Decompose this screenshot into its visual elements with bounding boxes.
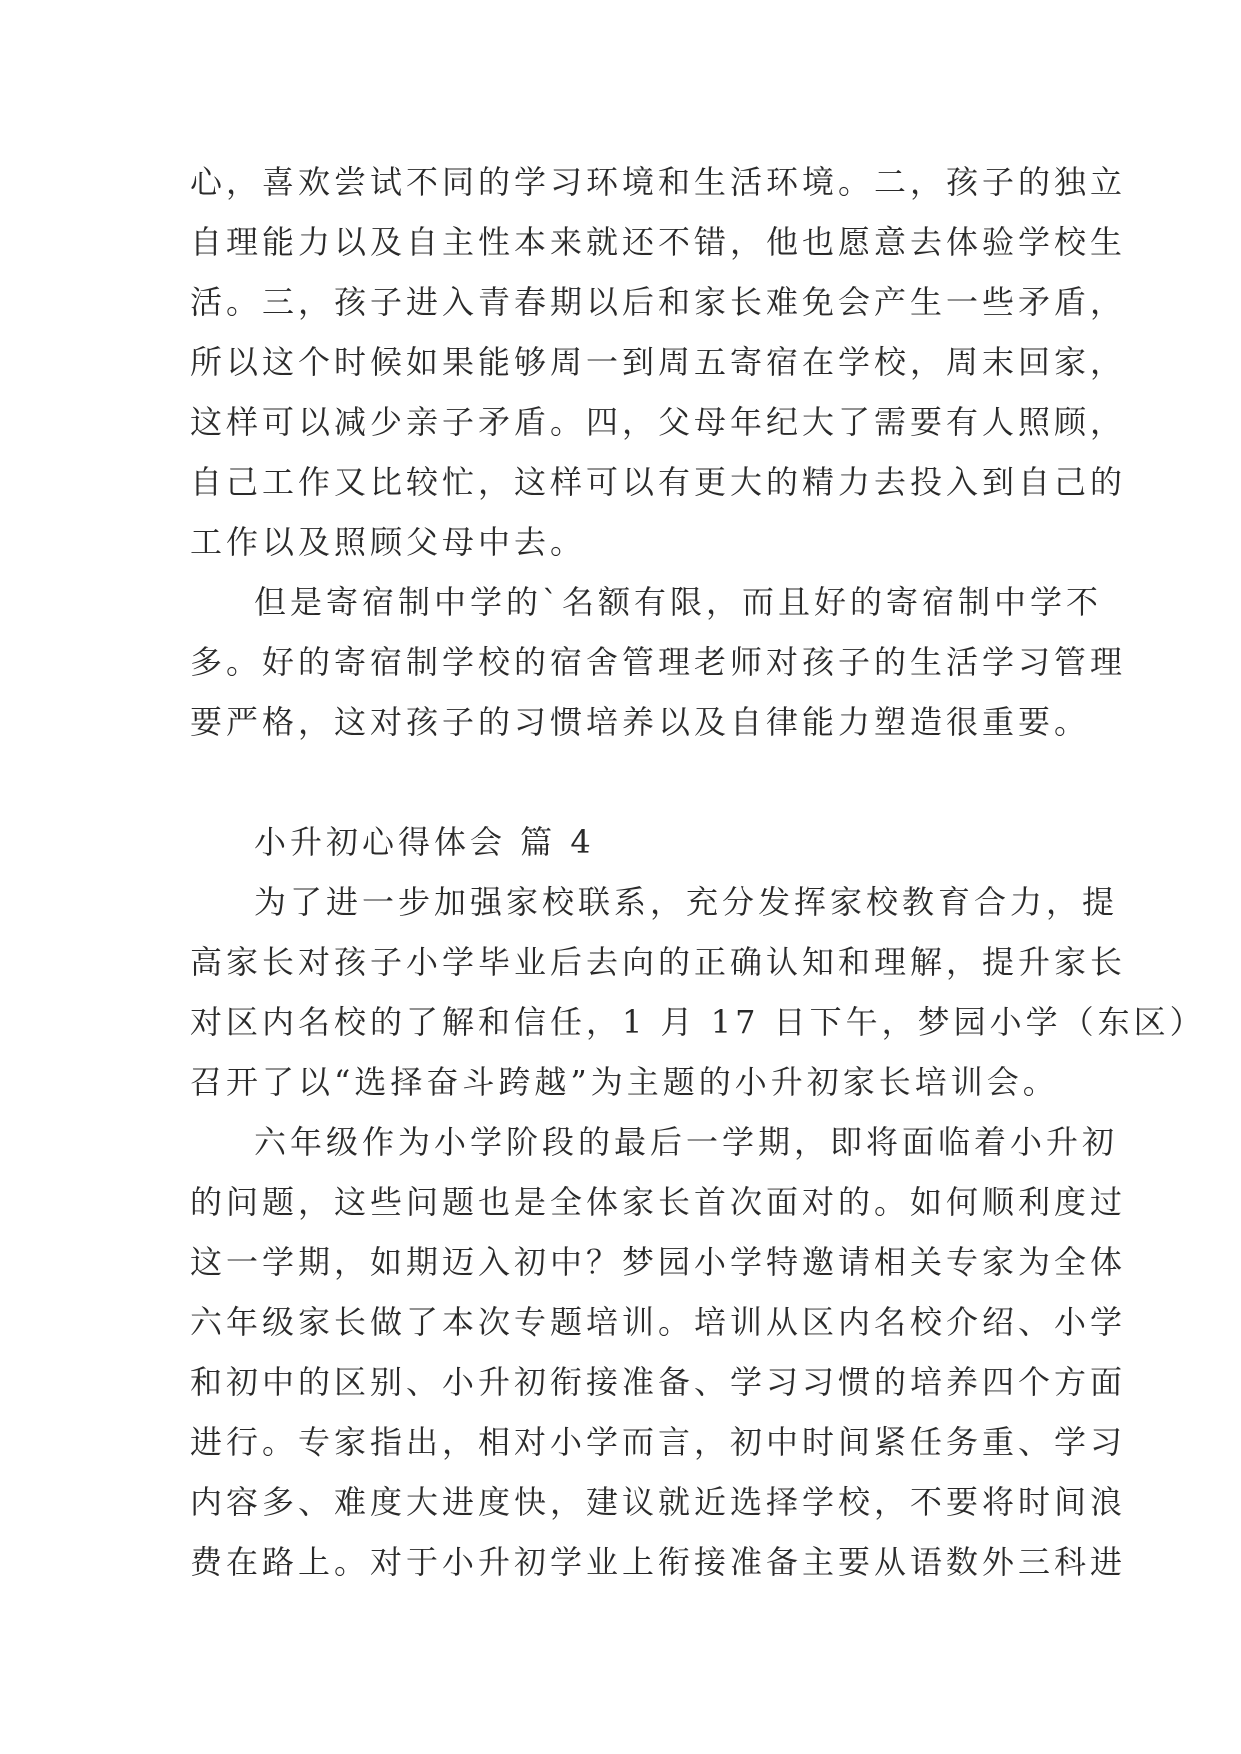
text-line: 高家长对孩子小学毕业后去向的正确认知和理解，提升家长	[190, 943, 1127, 981]
text-line: 费在路上。对于小升初学业上衔接准备主要从语数外三科进	[190, 1543, 1127, 1581]
text-line: 但是寄宿制中学的`名额有限，而且好的寄宿制中学不	[254, 583, 1103, 621]
text-line: 召开了以“选择奋斗跨越”为主题的小升初家长培训会。	[190, 1063, 1059, 1101]
text-line: 多。好的寄宿制学校的宿舍管理老师对孩子的生活学习管理	[190, 643, 1127, 681]
paragraph-2	[190, 580, 1127, 744]
paragraph-1	[190, 160, 1127, 564]
text-line: 内容多、难度大进度快，建议就近选择学校，不要将时间浪	[190, 1483, 1127, 1521]
text-line: 这样可以减少亲子矛盾。四，父母年纪大了需要有人照顾，	[190, 403, 1127, 441]
document-body	[190, 160, 1206, 1600]
text-line: 活。三，孩子进入青春期以后和家长难免会产生一些矛盾，	[190, 283, 1127, 321]
section-paragraph-2	[190, 1120, 1127, 1584]
text-line: 和初中的区别、小升初衔接准备、学习习惯的培养四个方面	[190, 1363, 1127, 1401]
text-line: 六年级作为小学阶段的最后一学期，即将面临着小升初	[254, 1123, 1119, 1161]
text-line: 要严格，这对孩子的习惯培养以及自律能力塑造很重要。	[190, 703, 1091, 741]
text-line: 心，喜欢尝试不同的学习环境和生活环境。二，孩子的独立	[190, 163, 1127, 201]
text-line: 进行。专家指出，相对小学而言，初中时间紧任务重、学习	[190, 1423, 1127, 1461]
section-heading: 小升初心得体会 篇 4	[254, 823, 595, 861]
text-line: 工作以及照顾父母中去。	[190, 523, 587, 561]
text-line: 这一学期，如期迈入初中？梦园小学特邀请相关专家为全体	[190, 1243, 1127, 1281]
text-line: 为了进一步加强家校联系，充分发挥家校教育合力，提	[254, 883, 1119, 921]
text-line: 对区内名校的了解和信任，1 月 17 日下午，梦园小学（东区）	[190, 1003, 1206, 1041]
section-gap	[190, 760, 1070, 820]
text-line: 所以这个时候如果能够周一到周五寄宿在学校，周末回家，	[190, 343, 1127, 381]
text-line: 六年级家长做了本次专题培训。培训从区内名校介绍、小学	[190, 1303, 1127, 1341]
text-line: 的问题，这些问题也是全体家长首次面对的。如何顺利度过	[190, 1183, 1127, 1221]
text-line: 自理能力以及自主性本来就还不错，他也愿意去体验学校生	[190, 223, 1127, 261]
text-line: 自己工作又比较忙，这样可以有更大的精力去投入到自己的	[190, 463, 1127, 501]
section-paragraph-1	[190, 880, 1206, 1104]
